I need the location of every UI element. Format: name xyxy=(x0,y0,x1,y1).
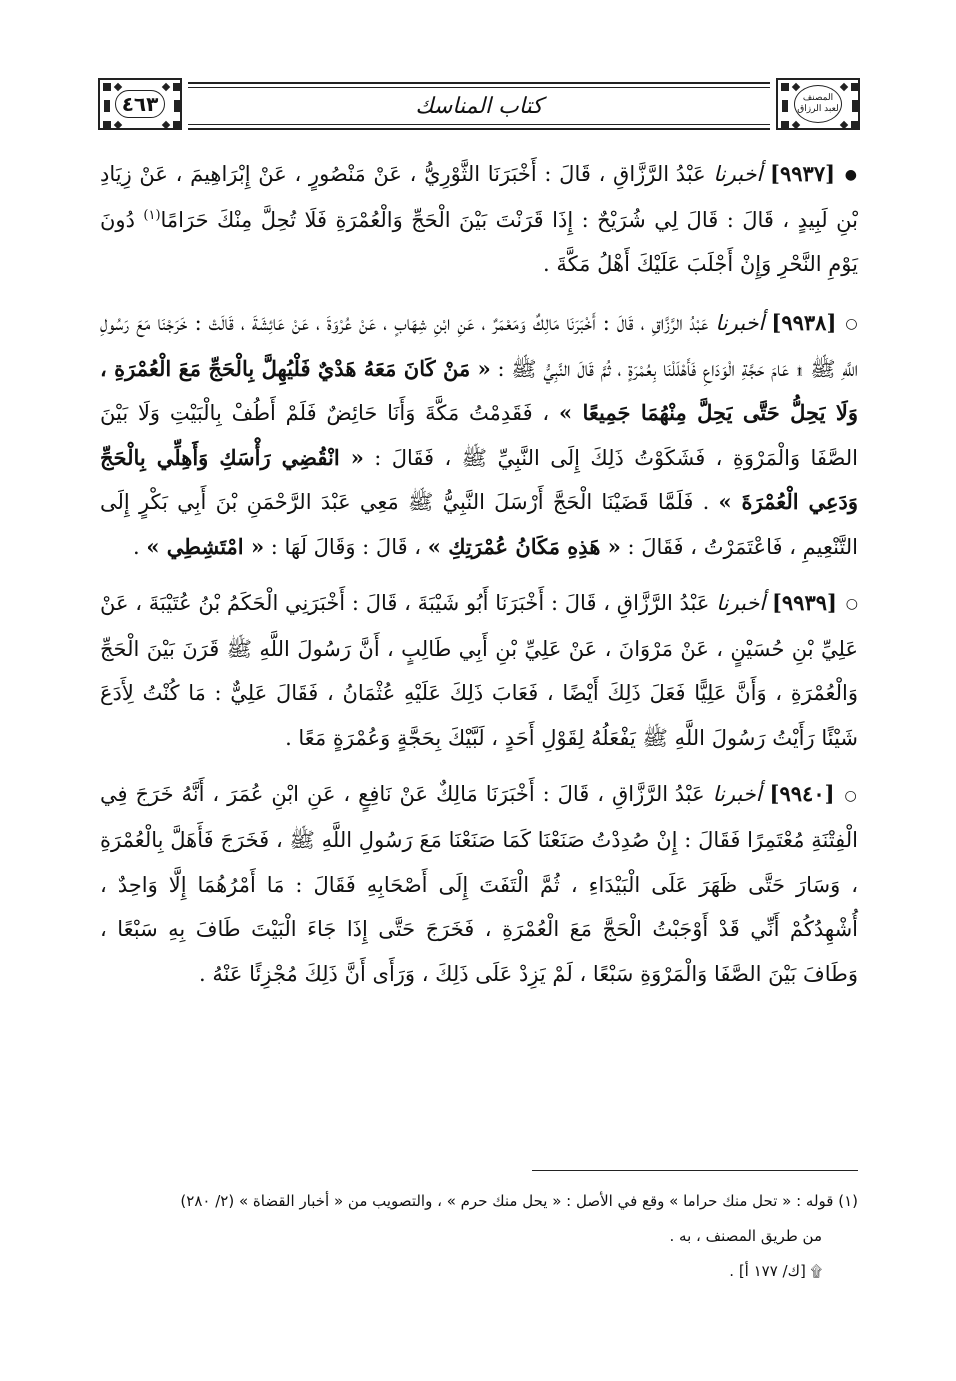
manuscript-reference: ۩ [ك/ ١٧٧ أ] . xyxy=(729,1262,822,1280)
entry-number: [٩٩٣٨] xyxy=(771,309,837,335)
hadith-entry xyxy=(100,301,858,569)
page-number: ٤٦٣ xyxy=(115,90,166,118)
entry-text: عَبْدُ الرَّزَّاقِ ، قَالَ : أَخْبَرَنَا أَبُو شَيْبَةَ ، قَالَ : أَخْبَرَنِي الْحَكَمُ بْنُ عُتَيْبَةَ ، عَنْ عَلِيِّ بْنِ حُسَيْنٍ ، عَنْ مَرْوَانَ ، عَنْ عَلِيِّ بْنِ أَبِي طَالِبٍ ، أَنَّ رَسُولَ اللَّهِ ﷺ قَرَنَ بَيْنَ الْحَجِّ وَالْعُمْرَةِ ، وَأَنَّ عَلِيًّا فَعَلَ ذَلِكَ أَيْضًا ، فَعَابَ ذَلِكَ عَلَيْهِ عُثْمَانُ ، فَقَالَ عَلِيٌّ : مَا كُنْتُ لِأَدَعَ شَيْئًا رَأَيْتُ رَسُولَ اللَّهِ ﷺ يَفْعَلُهُ لِقَوْلِ أَحَدٍ ، لَبَّيْكَ بِحَجَّةٍ وَعُمْرَةٍ مَعًا . xyxy=(100,591,858,750)
entry-text: ، فَقَدِمْتُ مَكَّةَ وَأَنَا حَائِضٌ فَلَمْ أَطُفْ بِالْبَيْتِ وَلَا بَيْنَ الصَّفَا وَالْمَرْوَةِ ، فَشَكَوْتُ ذَلِكَ إِلَى النَّبِيِّ ﷺ ، فَقَالَ : xyxy=(100,401,858,470)
entry-marker: ● xyxy=(844,167,858,184)
prophetic-quote: « انْقُضِي رَأْسَكِ وَأَهِلِّي بِالْحَجِّ وَدَعِي الْعُمْرَةَ » xyxy=(100,444,858,514)
title-band xyxy=(188,82,770,130)
footnote-divider xyxy=(532,1170,858,1171)
hadith-entry xyxy=(100,581,858,760)
hadith-entry xyxy=(100,152,858,287)
entry-number: [٩٩٣٩] xyxy=(771,590,837,615)
entry-akhbarana: أخبرنا xyxy=(712,782,762,807)
prophetic-quote: « مَنْ كَانَ مَعَهُ هَدْيٌ فَلْيُهِلَّ بِالْحَجِّ مَعَ الْعُمْرَةِ ، وَلَا يَحِلُّ حَتَّى يَحِلَّ مِنْهُمَا جَمِيعًا » xyxy=(100,355,858,425)
entry-text: عَبْدُ الرَّزَّاقِ ، قَالَ : أَخْبَرَنَا مَالِكٌ وَمَعْمَرٌ ، عَنِ ابْنِ شِهَابٍ ، عَنْ عُرْوَةَ ، عَنْ عَائِشَةَ ، قَالَتْ : خَرَجْنَا مَعَ رَسُولِ اللَّهِ ﷺ ۩ عَامَ حَجَّةِ الْوَدَاعِ فَأَهْلَلْنَا بِعُمْرَةٍ ، ثُمَّ قَالَ النَّبِيُّ ﷺ : xyxy=(100,310,858,381)
entry-marker: ○ xyxy=(844,787,858,804)
entry-text: عَبْدُ الرَّزَّاقِ ، قَالَ : أَخْبَرَنَا الثَّوْرِيُّ ، عَنْ مَنْصُورٍ ، عَنْ إِبْرَاهِيمَ ، عَنْ زِيَادِ بْنِ لَبِيدٍ ، قَالَ : قَالَ لِي شُرَيْحٌ : إِذَا قَرَنْتَ بَيْنَ الْحَجِّ وَالْعُمْرَةِ فَلَا تُحِلَّ مِنْكَ حَرَامًا xyxy=(100,162,858,232)
main-text xyxy=(100,152,858,1008)
entry-number: [٩٩٤٠] xyxy=(769,781,835,807)
page-header xyxy=(98,68,860,140)
entry-number: [٩٩٣٧] xyxy=(770,161,836,186)
footnotes xyxy=(100,1184,858,1289)
hadith-entry xyxy=(100,772,858,996)
entry-text: . xyxy=(132,534,140,559)
entry-akhbarana: أخبرنا xyxy=(716,591,766,615)
footnote-ref: (١) xyxy=(143,207,161,223)
page-number-ornament xyxy=(98,78,182,130)
entry-text: عَبْدُ الرَّزَّاقِ ، قَالَ : أَخْبَرَنَا مَالِكٌ عَنْ نَافِعٍ ، عَنِ ابْنِ عُمَرَ ، أَنَّهُ خَرَجَ فِي الْفِتْنَةِ مُعْتَمِرًا فَقَالَ : إِنْ صُدِدْتُ صَنَعْنَا كَمَا صَنَعْنَا مَعَ رَسُولِ اللَّهِ ﷺ ، فَخَرَجَ فَأَهَلَّ بِالْعُمْرَةِ ، وَسَارَ حَتَّى ظَهَرَ عَلَى الْبَيْدَاءِ ، ثُمَّ الْتَفَتَ إِلَى أَصْحَابِهِ فَقَالَ : مَا أَمْرُهُمَا إِلَّا وَاحِدٌ ، أُشْهِدُكُمْ أَنِّي قَدْ أَوْجَبْتُ الْحَجَّ مَعَ الْعُمْرَةِ ، فَخَرَجَ حَتَّى إِذَا جَاءَ الْبَيْتَ طَافَ بِهِ سَبْعًا ، وَطَافَ بَيْنَ الصَّفَا وَالْمَرْوَةِ سَبْعًا ، لَمْ يَزِدْ عَلَى ذَلِكَ ، وَرَأَى أَنَّ ذَلِكَ مُجْزِئًا عَنْهُ . xyxy=(100,782,858,986)
prophetic-quote: « هَذِهِ مَكَانُ عُمْرَتِكِ » xyxy=(427,533,621,559)
footnote-1-line-1: (١) قوله : « تحل منك حراما » وقع في الأصل : « يحل منك حرم » ، والتصويب من « أخبار القضاة » (٢/ ٢٨٠) xyxy=(180,1192,858,1210)
entry-akhbarana: أخبرنا xyxy=(715,310,765,335)
entry-marker: ○ xyxy=(845,596,859,613)
book-title: كتاب المناسك xyxy=(415,93,543,119)
entry-akhbarana: أخبرنا xyxy=(713,162,763,186)
prophetic-quote: « امْتَشِطِي » xyxy=(146,533,265,559)
entry-text: . فَلَمَّا قَضَيْنَا الْحَجَّ أَرْسَلَ النَّبِيُّ ﷺ مَعِي عَبْدَ الرَّحْمَنِ بْنَ أَبِي بَكْرٍ إِلَى التَّنْعِيمِ ، فَاعْتَمَرْتُ ، فَقَالَ : xyxy=(100,490,858,559)
entry-text: ، قَالَ : وَقَالَ لَهَا : xyxy=(270,534,422,559)
author-seal: المصنف لعبد الرزاق xyxy=(794,85,842,123)
entry-marker: ○ xyxy=(845,316,858,332)
footnote-1-line-2: من طريق المصنف ، به . xyxy=(669,1227,822,1245)
entry-text: دُونَ يَوْمِ النَّحْرِ وَإِنْ أَجْلَبَ عَلَيْكَ أَهْلُ مَكَّةَ . xyxy=(100,207,858,277)
seal-ornament xyxy=(776,78,860,130)
